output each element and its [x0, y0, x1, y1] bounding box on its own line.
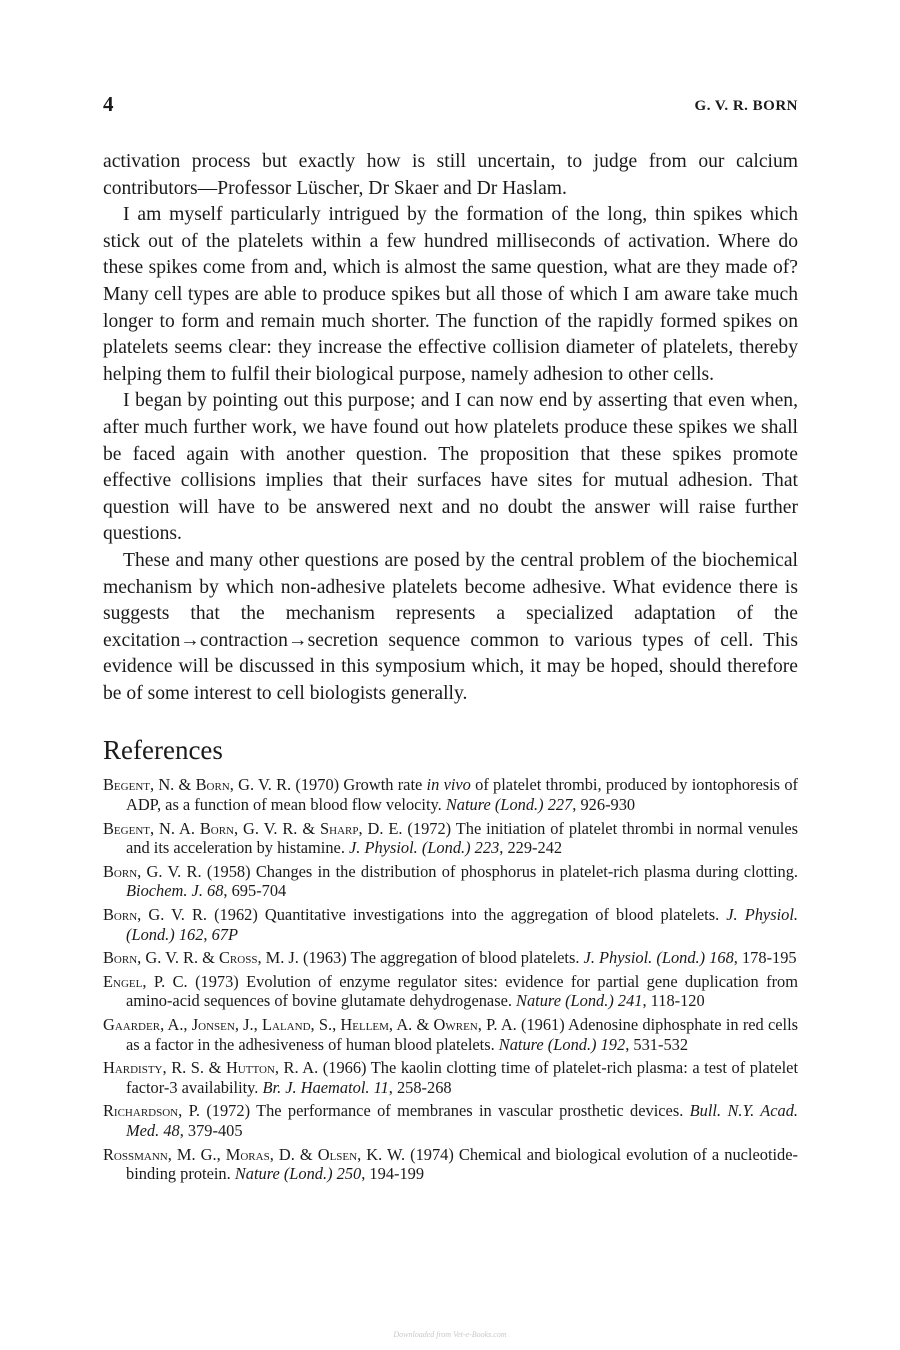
reference-list: [103, 775, 798, 1183]
reference-text: , G. V. R.: [137, 861, 202, 881]
reference-text: , G. V. R. &: [137, 948, 219, 968]
author-name: Cross: [219, 948, 258, 968]
citation-italic: Br. J. Haematol. 11: [262, 1077, 389, 1097]
reference-text: , 229-242: [499, 838, 563, 858]
reference-text: , M. G.,: [167, 1144, 226, 1164]
reference-text: (1963) The aggregation of blood platelets.: [298, 948, 584, 968]
author-name: Born: [103, 905, 138, 925]
paragraph: I began by pointing out this purpose; and I can now end by asserting that even when, after much further work, we have found out how platelets produce these spikes we shall be faced again with another question. The proposition that these spikes promote effective collisions implies that their surfaces have sites for mutual adhesion. That question will have to be answered next and no doubt the answer will raise further questions.: [103, 390, 798, 545]
reference-entry: [103, 1145, 798, 1184]
page-header: [103, 92, 798, 126]
reference-text: (1962) Quantitative investigations into the aggregation of blood platelets.: [207, 905, 727, 925]
author-name: Rossmann: [103, 1144, 168, 1164]
reference-entry: [103, 1058, 798, 1097]
reference-entry: [103, 1101, 798, 1140]
body-text: [103, 149, 798, 707]
citation-italic: J. Physiol. (Lond.) 162: [126, 905, 798, 944]
author-name: Laland: [262, 1015, 311, 1034]
citation-italic: in vivo: [426, 775, 471, 795]
reference-text: , 379-405: [179, 1120, 243, 1140]
author-name: Born: [195, 775, 230, 795]
reference-text: (1972) The performance of membranes in vascular prosthetic devices.: [199, 1101, 690, 1121]
references-heading: References: [103, 735, 223, 766]
reference-entry: [103, 1015, 798, 1054]
reference-text: , G. V. R.: [229, 775, 292, 795]
citation-italic: Nature (Lond.) 227: [445, 795, 573, 815]
reference-text: , 926-930: [572, 795, 636, 815]
author-name: Gaarder: [103, 1015, 161, 1034]
reference-text: , 695-704: [223, 881, 287, 901]
reference-entry: [103, 775, 798, 814]
reference-entry: [103, 948, 798, 968]
reference-text: , 118-120: [642, 991, 705, 1011]
author-name: Engel: [103, 971, 143, 991]
author-name: Begent: [103, 775, 150, 795]
author-name: Owren: [433, 1015, 478, 1034]
reference-text: , 258-268: [388, 1077, 452, 1097]
author-name: Born: [103, 861, 138, 881]
reference-text: , D. &: [269, 1144, 318, 1164]
reference-text: , N. &: [149, 775, 196, 795]
author-name: Born: [103, 948, 138, 968]
reference-entry: [103, 905, 798, 944]
author-name: Hellem: [340, 1015, 389, 1034]
reference-text: , R. S. &: [162, 1058, 226, 1078]
reference-text: (1958) Changes in the distribution of phosphorus in platelet-rich plasma during clotting.: [201, 861, 798, 881]
author-name: Olsen: [317, 1144, 358, 1164]
reference-text: of platelet thrombi, produced by iontophoresis of ADP, as a function of mean blood flow velocity.: [126, 775, 798, 815]
reference-text: (1961) Adenosine diphosphate in red cells as a factor in the adhesiveness of human blood platelets.: [126, 1015, 799, 1054]
citation-italic: J. Physiol. (Lond.) 223: [349, 838, 500, 858]
reference-text: (1974) Chemical and biological evolution of a nucleotide-binding protein.: [126, 1144, 798, 1184]
reference-text: , 194-199: [361, 1164, 425, 1184]
author-name: Begent: [103, 818, 150, 838]
author-name: Sharp: [320, 818, 359, 838]
author-name: Richardson: [103, 1101, 179, 1121]
page-number: 4: [103, 92, 114, 116]
reference-text: (1973) Evolution of enzyme regulator sites: evidence for partial gene duplication from amino-acid sequences of bovine glutamate dehydrogenase.: [126, 971, 798, 1011]
citation-italic: Bull. N.Y. Acad. Med. 48: [126, 1101, 799, 1140]
reference-text: , J.,: [234, 1015, 262, 1034]
author-name: Hutton: [225, 1058, 275, 1078]
reference-entry: [103, 972, 798, 1011]
reference-text: , P.: [178, 1101, 200, 1121]
paragraph: I am myself particularly intrigued by the formation of the long, thin spikes which stick out of the platelets within a few hundred milliseconds of activation. Where do these spikes come from and, which is almost the same question, what are they made of? Many cell types are able to produce spikes but all those of which I am aware take much longer to form and remain much shorter. The function of the rapidly formed spikes on platelets seems clear: they increase the effective collision diameter of platelets, thereby helping them to fulfil their biological purpose, namely adhesion to other cells.: [103, 204, 798, 385]
reference-text: , P. C.: [142, 971, 188, 991]
reference-text: (1970) Growth rate: [291, 775, 427, 795]
reference-text: , 531-532: [625, 1034, 689, 1054]
author-name: Jonsen: [191, 1015, 235, 1034]
reference-text: , P. A.: [477, 1015, 517, 1034]
reference-text: , M. J.: [257, 948, 299, 968]
running-head: G. V. R. BORN: [694, 98, 798, 114]
reference-text: ,: [203, 924, 212, 944]
paragraph: activation process but exactly how is still uncertain, to judge from our calcium contributors—Professor Lüscher, Dr Skaer and Dr Haslam.: [103, 151, 798, 199]
reference-text: , 178-195: [733, 948, 797, 968]
reference-text: , K. W.: [357, 1144, 406, 1164]
reference-text: , A. &: [388, 1015, 434, 1034]
reference-text: , D. E.: [358, 818, 403, 838]
author-name: Born: [199, 818, 235, 838]
reference-text: , N. A.: [149, 818, 200, 838]
paragraph: These and many other questions are posed by the central problem of the biochemical mechanism by which non-adhesive platelets become adhesive. What evidence there is suggests that the mechanism represents a specialized adaptation of the excitation→contraction→secretion sequence common to various types of cell. This evidence will be discussed in this symposium which, it may be hoped, should therefore be of some interest to cell biologists generally.: [103, 549, 798, 704]
author-name: Hardisty: [103, 1058, 163, 1078]
reference-entry: [103, 819, 798, 858]
citation-italic: Biochem. J. 68: [126, 881, 224, 901]
reference-text: , A.,: [160, 1015, 192, 1034]
reference-entry: [103, 862, 798, 901]
citation-italic: 67P: [211, 924, 239, 944]
reference-text: , R. A.: [274, 1058, 319, 1078]
page: [103, 92, 798, 1188]
citation-italic: Nature (Lond.) 250: [234, 1164, 362, 1184]
reference-text: (1972) The initiation of platelet thrombi in normal venules and its acceleration by histamine.: [126, 818, 798, 858]
author-name: Moras: [225, 1144, 270, 1164]
reference-text: (1966) The kaolin clotting time of platelet-rich plasma: a test of platelet factor-3 availability.: [126, 1058, 799, 1097]
reference-text: , G. V. R. &: [234, 818, 321, 838]
watermark: Downloaded from Vet-e-Books.com: [393, 1330, 507, 1339]
reference-text: , S.,: [310, 1015, 341, 1034]
citation-italic: Nature (Lond.) 192: [498, 1034, 626, 1054]
reference-text: , G. V. R.: [137, 905, 208, 925]
citation-italic: J. Physiol. (Lond.) 168: [583, 948, 734, 968]
citation-italic: Nature (Lond.) 241: [516, 991, 643, 1011]
